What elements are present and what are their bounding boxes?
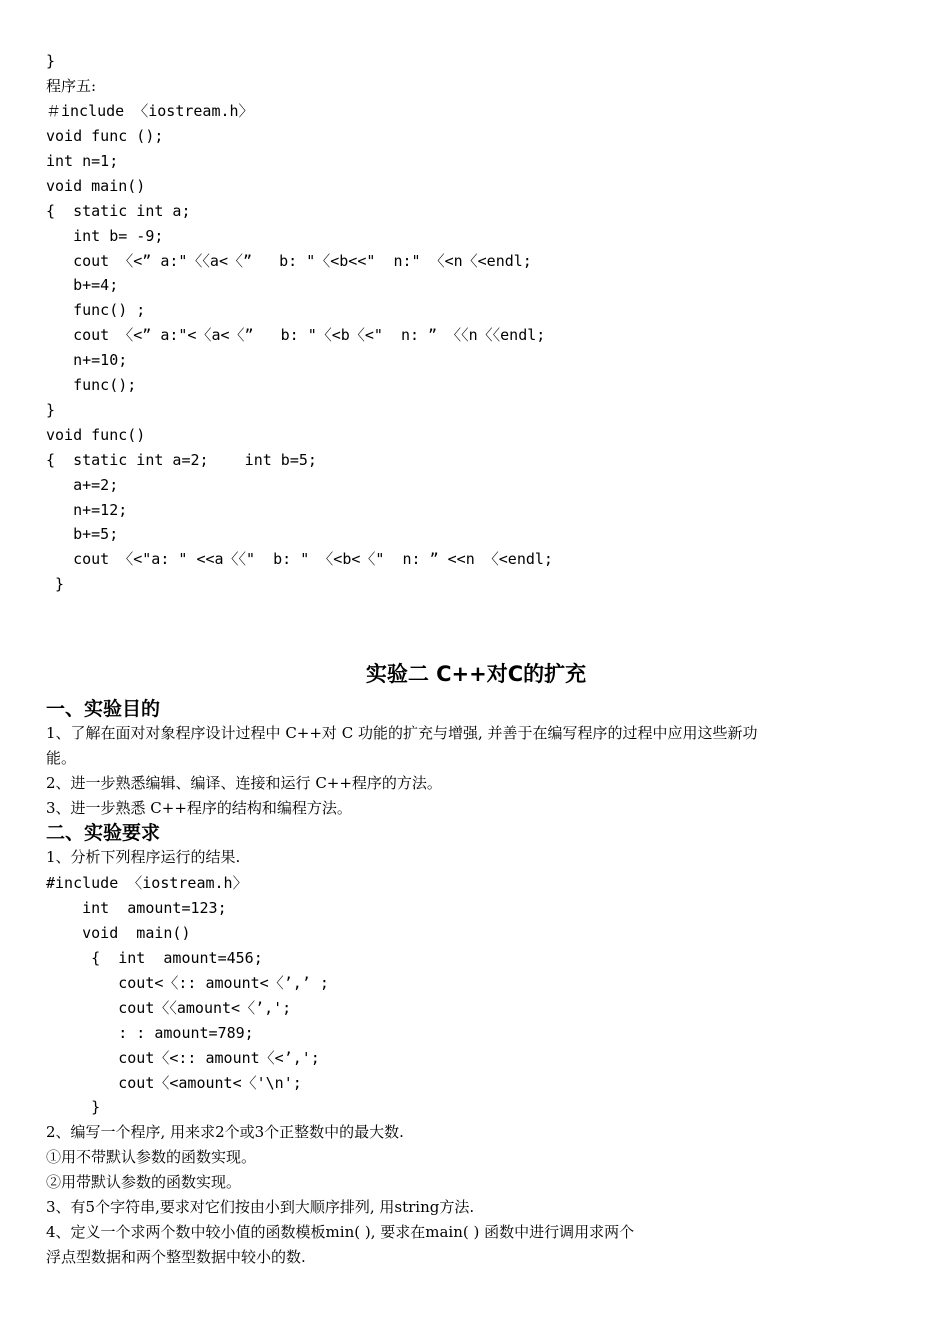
code-line: b+=4; <box>46 276 119 294</box>
code-line: cout<〈:: amount<〈’,’ ; <box>46 974 329 992</box>
code-line: cout〈<amount<〈'\n'; <box>46 1074 302 1092</box>
code-line: func() ; <box>46 301 146 319</box>
purpose-item: 2、进一步熟悉编辑、编译、连接和运行 C++程序的方法。 <box>46 774 442 792</box>
code-line: #include 〈iostream.h〉 <box>46 874 248 892</box>
code-line: } <box>46 575 65 593</box>
requirement-2a: ①用不带默认参数的函数实现。 <box>46 1148 257 1166</box>
code-line: void main() <box>46 177 146 195</box>
code-line: : : amount=789; <box>46 1024 254 1042</box>
closing-brace: } <box>46 52 56 70</box>
code-line: void main() <box>46 924 191 942</box>
code-line: n+=12; <box>46 501 128 519</box>
code-line: cout 〈<"a: " <<a〈〈" b: " 〈<b<〈" n: ” <<n 〈<endl; <box>46 550 553 568</box>
code-line: cout〈〈amount<〈’,'; <box>46 999 292 1017</box>
code-line: void func() <box>46 426 146 444</box>
section-heading-requirements: 二、实验要求 <box>46 822 161 844</box>
code-line: { static int a; <box>46 202 191 220</box>
code-line: cout 〈<” a:"〈〈a<〈” b: "〈<b<<" n:" 〈<n〈<endl; <box>46 252 532 270</box>
purpose-item: 能。 <box>46 749 77 767</box>
code-line: func(); <box>46 376 137 394</box>
purpose-item: 1、了解在面对对象程序设计过程中 C++对 C 功能的扩充与增强, 并善于在编写程序的过程中应用这些新功 <box>46 724 758 742</box>
code-line: b+=5; <box>46 525 119 543</box>
code-line: void func (); <box>46 127 164 145</box>
code-line: a+=2; <box>46 476 119 494</box>
code-line: int b= -9; <box>46 227 164 245</box>
program-five-label: 程序五: <box>46 77 97 95</box>
code-line: } <box>46 1098 101 1116</box>
code-line: } <box>46 401 56 419</box>
code-line: cout 〈<” a:"<〈a<〈” b: "〈<b〈<" n: ” 〈〈n〈〈endl; <box>46 326 546 344</box>
code-line: int amount=123; <box>46 899 227 917</box>
requirement-3: 3、有5个字符串,要求对它们按由小到大顺序排列, 用string方法. <box>46 1198 475 1216</box>
section-heading-purpose: 一、实验目的 <box>46 698 161 720</box>
requirement-2: 2、编写一个程序, 用来求2个或3个正整数中的最大数. <box>46 1123 404 1141</box>
experiment-title: 实验二 C++对C的扩充 <box>365 662 587 686</box>
requirement-4: 4、定义一个求两个数中较小值的函数模板min( ), 要求在main( ) 函数中进行调用求两个 <box>46 1223 635 1241</box>
requirement-1: 1、分析下列程序运行的结果. <box>46 848 241 866</box>
requirement-4-continued: 浮点型数据和两个整型数据中较小的数. <box>46 1248 306 1266</box>
purpose-item: 3、进一步熟悉 C++程序的结构和编程方法。 <box>46 799 352 817</box>
code-line: { int amount=456; <box>46 949 263 967</box>
code-line: ＃include 〈iostream.h〉 <box>46 102 254 120</box>
code-line: { static int a=2; int b=5; <box>46 451 317 469</box>
requirement-2b: ②用带默认参数的函数实现。 <box>46 1173 242 1191</box>
code-line: cout〈<:: amount〈<’,'; <box>46 1049 320 1067</box>
code-line: int n=1; <box>46 152 119 170</box>
code-line: n+=10; <box>46 351 128 369</box>
